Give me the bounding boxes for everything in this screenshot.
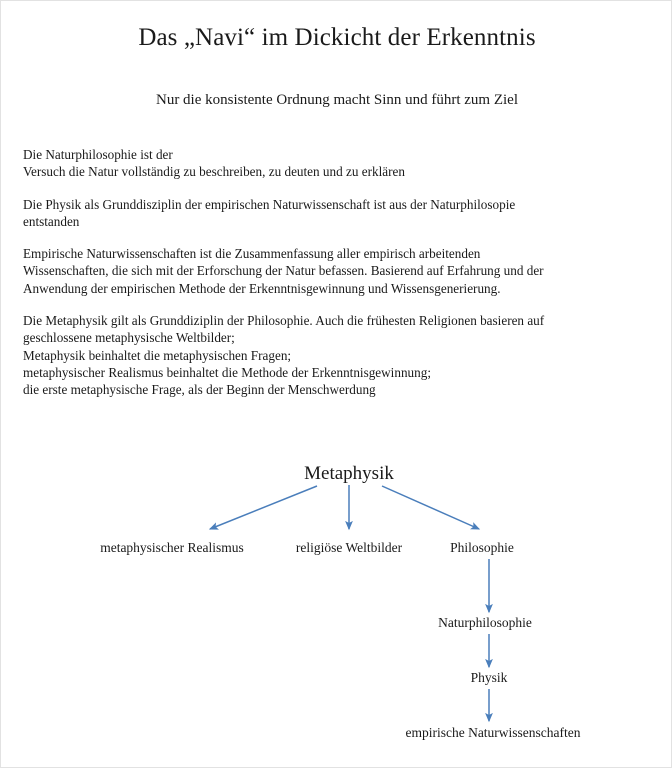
concept-hierarchy-diagram xyxy=(1,449,672,768)
page-title: Das „Navi“ im Dickicht der Erkenntnis xyxy=(138,24,536,51)
node-philosophie[interactable]: Philosophie xyxy=(450,540,514,555)
paragraph-line: Die Metaphysik gilt als Grunddiziplin der Philosophie. Auch die frühesten Religionen basieren auf xyxy=(23,313,545,329)
arrow-metaphysik-to-realismus xyxy=(210,486,317,529)
node-metaphysik[interactable]: Metaphysik xyxy=(304,463,394,484)
page-subtitle: Nur die konsistente Ordnung macht Sinn und führt zum Ziel xyxy=(155,92,519,108)
paragraph-line: Versuch die Natur vollständig zu beschreiben, zu deuten und zu erklären xyxy=(23,164,405,180)
paragraph-line: Empirische Naturwissenschaften ist die Zusammenfassung aller empirisch arbeitenden xyxy=(23,246,481,262)
node-naturphilosophie[interactable]: Naturphilosophie xyxy=(438,615,532,630)
node-religioese-weltbilder[interactable]: religiöse Weltbilder xyxy=(295,540,403,555)
body-copy xyxy=(23,146,649,399)
paragraph-line: die erste metaphysische Frage, als der Beginn der Menschwerdung xyxy=(23,382,376,398)
diagram-arrows xyxy=(1,449,672,768)
node-empirische-naturwissenschaften[interactable]: empirische Naturwissenschaften xyxy=(405,725,581,740)
paragraph-physik xyxy=(23,196,649,231)
paragraph-empirische-naturwissenschaften xyxy=(23,245,649,297)
node-metaphysischer-realismus[interactable]: metaphysischer Realismus xyxy=(100,540,244,555)
paragraph-line: Anwendung der empirischen Methode der Erkenntnisgewinnung und Wissensgenerierung. xyxy=(23,280,501,296)
paragraph-metaphysik xyxy=(23,312,649,398)
paragraph-line: entstanden xyxy=(23,213,80,229)
paragraph-naturphilosophie xyxy=(23,146,649,181)
arrow-metaphysik-to-philosophie xyxy=(382,486,479,529)
paragraph-line: metaphysischer Realismus beinhaltet die Methode der Erkenntnisgewinnung; xyxy=(23,364,431,380)
paragraph-line: Die Naturphilosophie ist der xyxy=(23,147,173,162)
paragraph-line: geschlossene metaphysische Weltbilder; xyxy=(23,330,235,346)
paragraph-line: Wissenschaften, die sich mit der Erforschung der Natur befassen. Basierend auf Erfahrung und der xyxy=(23,263,544,279)
node-physik[interactable]: Physik xyxy=(470,670,508,685)
paragraph-line: Metaphysik beinhaltet die metaphysischen Fragen; xyxy=(23,347,292,363)
paragraph-line: Die Physik als Grunddisziplin der empirischen Naturwissenschaft ist aus der Naturphilosopie xyxy=(23,196,516,212)
